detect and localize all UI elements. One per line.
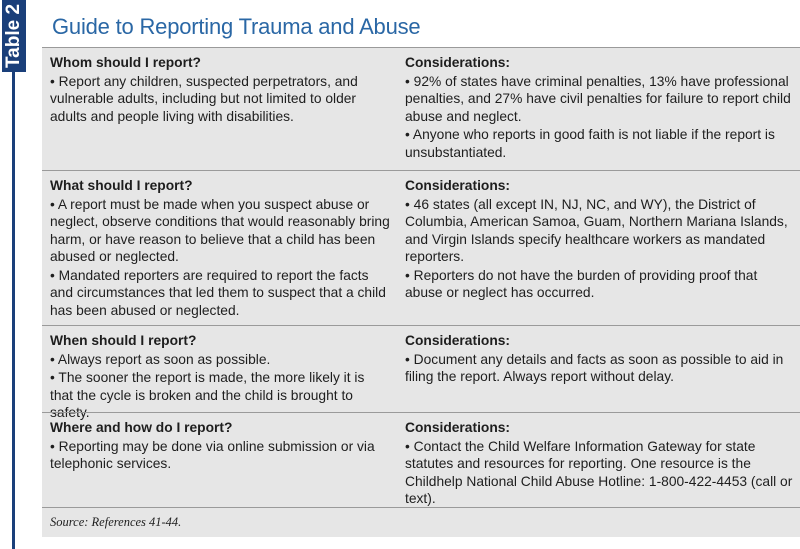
side-accent-bar bbox=[12, 72, 15, 549]
question-cell bbox=[50, 177, 390, 319]
considerations-cell bbox=[405, 419, 793, 508]
considerations-cell bbox=[405, 332, 793, 386]
table-number-label: Table 2 bbox=[3, 3, 24, 69]
question-heading: Where and how do I report? bbox=[50, 420, 233, 435]
question-cell bbox=[50, 419, 390, 473]
guide-table bbox=[42, 47, 800, 537]
considerations-heading: Considerations: bbox=[405, 333, 511, 348]
considerations-heading: Considerations: bbox=[405, 55, 511, 70]
considerations-heading: Considerations: bbox=[405, 420, 511, 435]
question-item: • A report must be made when you suspect abuse or neglect, observe conditions that would reasonably bring harm, or have reason to believe that a child has been abused or neglected. bbox=[50, 196, 390, 264]
considerations-item: • 92% of states have criminal penalties, 13% have professional penalties, and 27% have civil penalties for failure to report child abuse and neglect. bbox=[405, 73, 791, 124]
considerations-item: • Anyone who reports in good faith is not liable if the report is unsubstantiated. bbox=[405, 127, 775, 160]
question-item: • Mandated reporters are required to report the facts and circumstances that led them to suspect that a child has been abused or neglected. bbox=[50, 267, 386, 318]
considerations-item: • Contact the Child Welfare Information Gateway for state statutes and resources for reporting. One resource is the Childhelp National Child Abuse Hotline: 1-800-422-4453 (call or text). bbox=[405, 438, 793, 506]
question-item: • Report any children, suspected perpetrators, and vulnerable adults, including but not limited to older adults and people living with disabilities. bbox=[50, 73, 358, 124]
table-title: Guide to Reporting Trauma and Abuse bbox=[52, 14, 421, 39]
considerations-item: • 46 states (all except IN, NJ, NC, and WY), the District of Columbia, American Samoa, Guam, Northern Mariana Islands, and Virgin Islands specify healthcare workers as mandated reporters. bbox=[405, 196, 788, 264]
source-divider bbox=[42, 507, 800, 508]
question-heading: When should I report? bbox=[50, 333, 197, 348]
table-row bbox=[42, 325, 800, 420]
question-cell bbox=[50, 332, 390, 422]
considerations-cell bbox=[405, 177, 793, 302]
question-cell bbox=[50, 54, 390, 125]
table-row bbox=[42, 47, 800, 170]
question-heading: Whom should I report? bbox=[50, 55, 201, 70]
considerations-heading: Considerations: bbox=[405, 178, 511, 193]
question-heading: What should I report? bbox=[50, 178, 193, 193]
table-number-tab bbox=[2, 0, 26, 72]
table-row bbox=[42, 412, 800, 507]
question-item: • The sooner the report is made, the more likely it is that the cycle is broken and the child is brought to safety. bbox=[50, 370, 365, 420]
source-note: Source: References 41-44. bbox=[50, 515, 182, 529]
question-item: • Reporting may be done via online submission or via telephonic services. bbox=[50, 438, 375, 471]
table-row bbox=[42, 170, 800, 325]
considerations-item: • Document any details and facts as soon as possible to aid in filing the report. Always report without delay. bbox=[405, 351, 784, 384]
considerations-item: • Reporters do not have the burden of providing proof that abuse or neglect has occurred. bbox=[405, 267, 758, 300]
question-item: • Always report as soon as possible. bbox=[50, 351, 271, 367]
considerations-cell bbox=[405, 54, 793, 161]
